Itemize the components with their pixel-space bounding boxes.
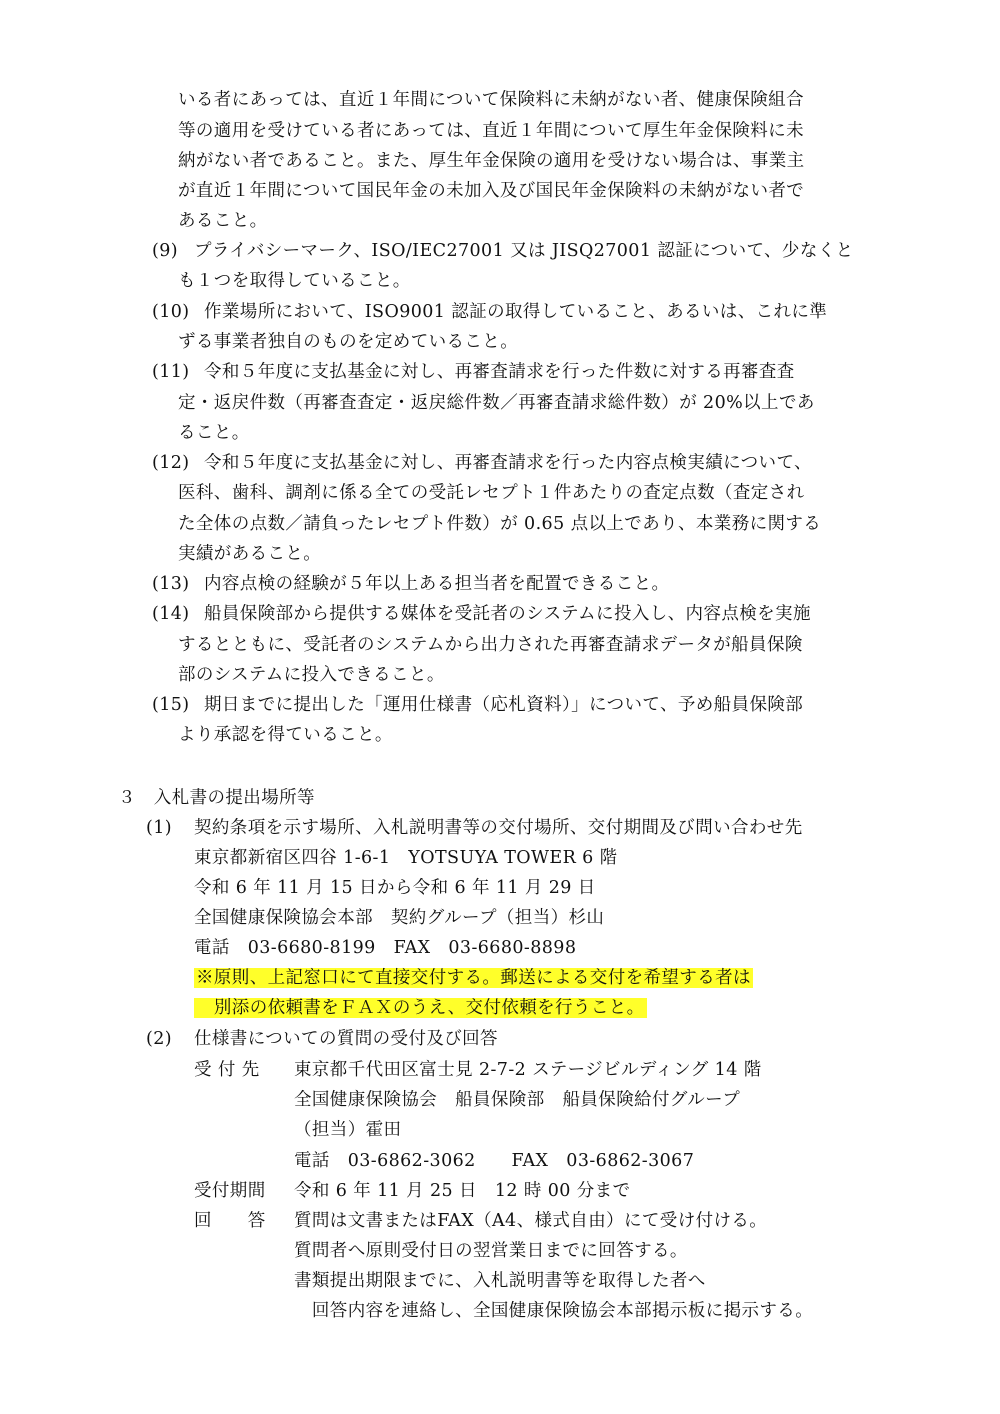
item-11-number: (11) xyxy=(152,362,190,382)
item-10-number: (10) xyxy=(152,302,190,322)
row-receiver-line-2: 全国健康保険協会 船員保険部 船員保険給付グループ xyxy=(294,1090,741,1110)
item-12-line-1: 令和５年度に支払基金に対し、再審査請求を行った内容点検実績について、 xyxy=(204,453,812,473)
sub1-contact: 全国健康保険協会本部 契約グループ（担当）杉山 xyxy=(194,908,605,928)
cont-line-1: いる者にあっては、直近１年間について保険料に未納がない者、健康保険組合 xyxy=(178,90,804,110)
item-15-line-2: より承認を得ていること。 xyxy=(178,725,393,745)
item-12-line-2: 医科、歯科、調剤に係る全ての受託レセプト１件あたりの査定点数（査定され xyxy=(178,483,805,503)
item-9-line-1: プライバシーマーク、ISO/IEC27001 又は JISQ27001 認証について、少なくと xyxy=(194,241,854,261)
sub2-title: 仕様書についての質問の受付及び回答 xyxy=(194,1029,498,1049)
row-answer-line-2: 質問者へ原則受付日の翌営業日までに回答する。 xyxy=(294,1241,688,1261)
item-11-line-2: 定・返戻件数（再審査査定・返戻総件数／再審査請求総件数）が 20%以上であ xyxy=(178,393,815,413)
item-15-line-1: 期日までに提出した「運用仕様書（応札資料）」について、予め船員保険部 xyxy=(204,695,804,715)
sub1-period: 令和 6 年 11 月 15 日から令和 6 年 11 月 29 日 xyxy=(194,878,596,898)
highlight-note-1: ※原則、上記窓口にて直接交付する。郵送による交付を希望する者は xyxy=(196,968,751,988)
sub1-number: (1) xyxy=(146,818,172,838)
item-12-line-3: た全体の点数／請負ったレセプト件数）が 0.65 点以上であり、本業務に関する xyxy=(178,514,822,534)
item-14-line-1: 船員保険部から提供する媒体を受託者のシステムに投入し、内容点検を実施 xyxy=(204,604,811,624)
item-14-line-2: するとともに、受託者のシステムから出力された再審査請求データが船員保険 xyxy=(178,635,803,655)
item-10-line-1: 作業場所において、ISO9001 認証の取得していること、あるいは、これに準 xyxy=(204,302,828,322)
row-receiver-line-3: （担当）霍田 xyxy=(294,1120,402,1140)
row-period-line-1: 令和 6 年 11 月 25 日 12 時 00 分まで xyxy=(294,1181,631,1201)
row-answer-line-3: 書類提出期限までに、入札説明書等を取得した者へ xyxy=(294,1271,706,1291)
item-15-number: (15) xyxy=(152,695,190,715)
section-3-heading: ３ 入札書の提出場所等 xyxy=(118,788,315,808)
item-12-number: (12) xyxy=(152,453,190,473)
item-13-line-1: 内容点検の経験が５年以上ある担当者を配置できること。 xyxy=(204,574,670,594)
item-10-line-2: ずる事業者独自のものを定めていること。 xyxy=(178,332,519,352)
cont-line-2: 等の適用を受けている者にあっては、直近１年間について厚生年金保険料に未 xyxy=(178,121,804,141)
row-answer-label: 回 答 xyxy=(194,1211,266,1231)
cont-line-4: が直近１年間について国民年金の未加入及び国民年金保険料の未納がない者で xyxy=(178,181,805,201)
row-receiver-line-4: 電話 03-6862-3062 FAX 03-6862-3067 xyxy=(294,1151,695,1171)
item-11-line-1: 令和５年度に支払基金に対し、再審査請求を行った件数に対する再審査査 xyxy=(204,362,795,382)
sub2-number: (2) xyxy=(146,1029,172,1049)
sub1-note-line-2 xyxy=(194,993,647,1023)
item-9-number: (9) xyxy=(152,241,178,261)
item-13-number: (13) xyxy=(152,574,190,594)
cont-line-5: あること。 xyxy=(178,211,268,231)
highlight-note-2: 別添の依頼書をＦＡＸのうえ、交付依頼を行うこと。 xyxy=(196,998,645,1018)
row-receiver-line-1: 東京都千代田区富士見 2-7-2 ステージビルディング 14 階 xyxy=(294,1060,762,1080)
row-answer-line-4: 回答内容を連絡し、全国健康保険協会本部掲示板に掲示する。 xyxy=(294,1301,814,1321)
item-12-line-4: 実績があること。 xyxy=(178,544,322,564)
item-14-number: (14) xyxy=(152,604,190,624)
row-receiver-label: 受 付 先 xyxy=(194,1060,260,1080)
item-9-line-2: も１つを取得していること。 xyxy=(178,271,411,291)
row-answer-line-1: 質問は文書またはFAX（A4、様式自由）にて受け付ける。 xyxy=(294,1211,768,1231)
sub1-note-line-1 xyxy=(194,963,753,993)
cont-line-3: 納がない者であること。また、厚生年金保険の適用を受けない場合は、事業主 xyxy=(178,151,805,171)
row-period-label: 受付期間 xyxy=(194,1181,266,1201)
sub1-title: 契約条項を示す場所、入札説明書等の交付場所、交付期間及び問い合わせ先 xyxy=(194,818,803,838)
sub1-address: 東京都新宿区四谷 1-6-1 YOTSUYA TOWER 6 階 xyxy=(194,848,618,868)
item-14-line-3: 部のシステムに投入できること。 xyxy=(178,665,445,685)
item-11-line-3: ること。 xyxy=(178,423,250,443)
sub1-phone: 電話 03-6680-8199 FAX 03-6680-8898 xyxy=(194,938,577,958)
